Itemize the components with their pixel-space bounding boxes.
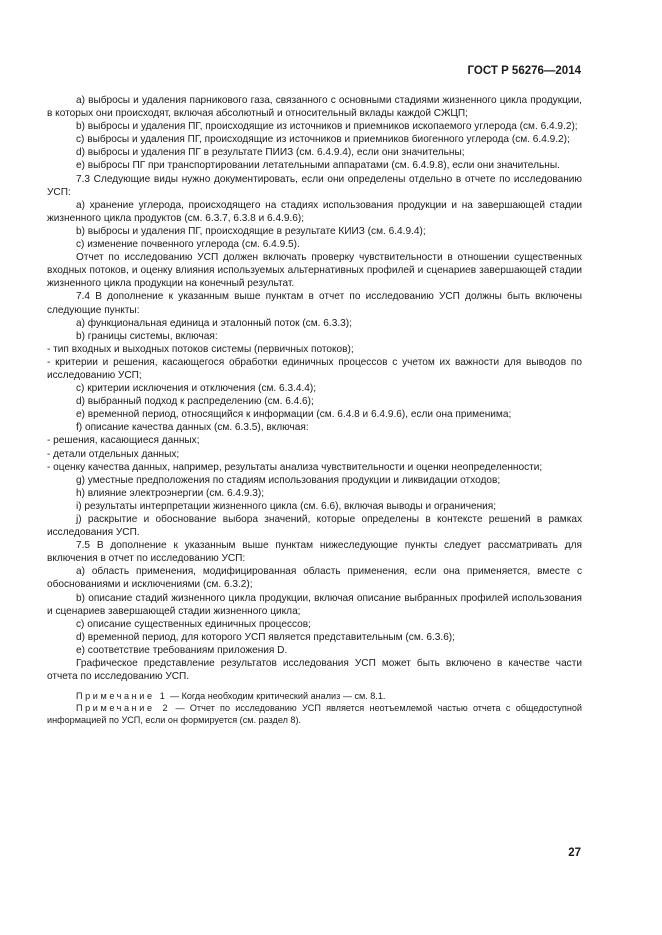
paragraph: b) выбросы и удаления ПГ, происходящие в результате КИИЗ (см. 6.4.9.4); (76, 225, 426, 237)
document-code-header: ГОСТ Р 56276—2014 (467, 65, 581, 77)
paragraph: a) функциональная единица и эталонный поток (см. 6.3.3); (76, 317, 352, 329)
paragraph: e) соответствие требованиям приложения D. (76, 644, 288, 656)
paragraph: c) выбросы и удаления ПГ, происходящие из источников и приемников биогенного углерода (см. 6.4.9.2); (76, 134, 570, 146)
paragraph: d) выбросы и удаления ПГ в результате ПИИЗ (см. 6.4.9.4), если они значительны; (76, 147, 465, 159)
paragraph: - решения, касающиеся данных; (47, 435, 200, 447)
paragraph: - тип входных и выходных потоков системы (первичных потоков); (47, 343, 354, 355)
paragraph: g) уместные предположения по стадиям использования продукции и ликвидации отходов; (76, 474, 501, 486)
paragraph: 7.3 Следующие виды нужно документировать, если они определены отдельно в отчете по исследованию УСП: (47, 173, 582, 198)
paragraph: 7.4 В дополнение к указанным выше пунктам в отчет по исследованию УСП должны быть включены следующие пункты: (47, 291, 582, 316)
paragraph: d) выбранный подход к распределению (см. 6.4.6); (76, 396, 314, 408)
paragraph: d) временной период, для которого УСП является представительным (см. 6.3.6); (76, 631, 455, 643)
paragraph: e) временной период, относящийся к информации (см. 6.4.8 и 6.4.9.6), если она применима; (76, 409, 512, 421)
paragraph: 7.5 В дополнение к указанным выше пунктам нижеследующие пункты следует рассматривать для включения в отчет по исследованию УСП: (47, 540, 582, 565)
paragraph: c) описание существенных единичных процессов; (76, 618, 311, 630)
paragraph: Отчет по исследованию УСП должен включать проверку чувствительности в отношении существенных входных потоков, и оценку влияния используемых альтернативных профилей и сценариев завершающей стадии жизненного цикла продукции на конечный результат. (47, 252, 582, 290)
paragraph: b) выбросы и удаления ПГ, происходящие из источников и приемников ископаемого углерода (см. 6.4.9.2); (76, 121, 578, 133)
paragraph: a) область применения, модифицированная область применения, если она применяется, вместе с обоснованиями и исключениями (см. 6.3.2); (47, 566, 582, 591)
paragraph: - детали отдельных данных; (47, 448, 180, 460)
paragraph: f) описание качества данных (см. 6.3.5), включая: (76, 422, 309, 434)
paragraph: e) выбросы ПГ при транспортировании летательными аппаратами (см. 6.4.9.8), если они значительны. (76, 160, 560, 172)
note (47, 691, 582, 703)
paragraph: b) границы системы, включая: (76, 330, 218, 342)
page-number: 27 (568, 847, 581, 859)
paragraph-list (47, 94, 582, 683)
notes-block (47, 691, 582, 726)
note (47, 703, 582, 727)
note-text: — Когда необходим критический анализ — см. 8.1. (167, 691, 386, 702)
paragraph: - критерии и решения, касающегося обработки единичных процессов с учетом их важности для выводов по исследованию УСП; (47, 356, 582, 381)
paragraph: b) описание стадий жизненного цикла продукции, включая описание выбранных профилей использования и сценариев завершающей стадии жизненного цикла; (47, 592, 582, 617)
paragraph: i) результаты интерпретации жизненного цикла (см. 6.6), включая выводы и ограничения; (76, 500, 497, 512)
paragraph: a) хранение углерода, происходящего на стадиях использования продукции и на завершающей стадии жизненного цикла продуктов (см. 6.3.7, 6.3.8 и 6.4.9.6); (47, 199, 582, 224)
paragraph: c) изменение почвенного углерода (см. 6.4.9.5). (76, 239, 300, 251)
paragraph: j) раскрытие и обоснование выбора значений, которые определены в контексте решений в рамках исследования УСП. (47, 514, 582, 539)
paragraph: a) выбросы и удаления парникового газа, связанного с основными стадиями жизненного цикла продукции, в которых они происходят, включая абсолютный и относительный вклады каждой СЖЦП; (47, 95, 582, 120)
note-label: Примечание 1 (76, 691, 168, 702)
note-text: — Отчет по исследованию УСП является неотъемлемой частью отчета с общедоступной информацией по УСП, если он формируется (см. раздел 8). (47, 703, 583, 725)
paragraph: h) влияние электроэнергии (см. 6.4.9.3); (76, 487, 265, 499)
paragraph: Графическое представление результатов исследования УСП может быть включено в качестве части отчета по исследованию УСП. (47, 658, 582, 683)
paragraph: - оценку качества данных, например, результаты анализа чувствительности и оценки неопределенности; (47, 461, 543, 473)
note-label: Примечание 2 (76, 703, 171, 714)
document-body (47, 94, 582, 727)
paragraph: c) критерии исключения и отключения (см. 6.3.4.4); (76, 383, 317, 395)
